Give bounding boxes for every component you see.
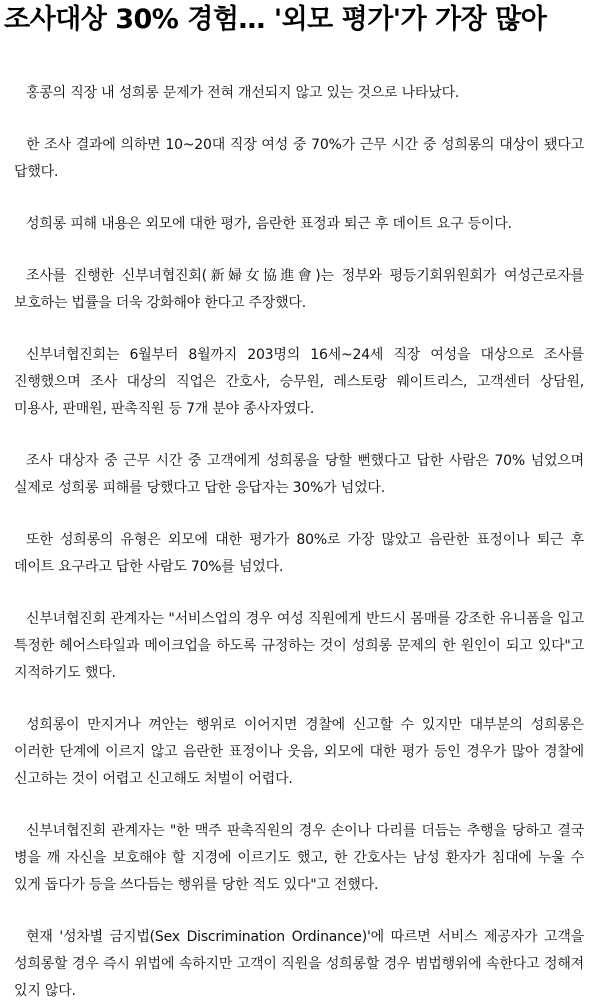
paragraph: 신부녀협진회 관계자는 "한 맥주 판촉직원의 경우 손이나 다리를 더듬는 추행을 당하고 결국 병을 깨 자신을 보호해야 할 지경에 이르기도 했고, 한 간호사는 남성 환자가 침대에 누울 수 있게 돕다가 등을 쓰다듬는 행위를 당한 적도 있다"고 전했다. [14, 823, 584, 893]
paragraph: 현재 '성차별 금지법(Sex Discrimination Ordinance)'에 따르면 서비스 제공자가 고객을 성희롱할 경우 즉시 위법에 속하지만 고객이 직원을 성희롱할 경우 범법행위에 속한다고 정해져 있지 않다. [14, 929, 584, 999]
paragraph: 한 조사 결과에 의하면 10~20대 직장 여성 중 70%가 근무 시간 중 성희롱의 대상이 됐다고 답했다. [14, 137, 584, 180]
paragraph: 또한 성희롱의 유형은 외모에 대한 평가가 80%로 가장 많았고 음란한 표정이나 퇴근 후 데이트 요구라고 답한 사람도 70%를 넘었다. [14, 532, 584, 575]
headline: 조사대상 30% 경험… '외모 평가'가 가장 많아 [4, 4, 547, 35]
paragraph: 신부녀협진회는 6월부터 8월까지 203명의 16세~24세 직장 여성을 대상으로 조사를 진행했으며 조사 대상의 직업은 간호사, 승무원, 레스토랑 웨이트리스, 고객센터 상담원, 미용사, 판매원, 판촉직원 등 7개 분야 종사자였다. [14, 347, 584, 417]
article-body [0, 44, 600, 1005]
paragraph: 성희롱이 만지거나 껴안는 행위로 이어지면 경찰에 신고할 수 있지만 대부분의 성희롱은 이러한 단계에 이르지 않고 음란한 표정이나 웃음, 외모에 대한 평가 등인 경우가 많아 경찰에 신고하는 것이 어렵고 신고해도 처벌이 어렵다. [14, 717, 584, 787]
paragraph: 조사를 진행한 신부녀협진회(新婦女協進會)는 정부와 평등기회위원회가 여성근로자를 보호하는 법률을 더욱 강화해야 한다고 주장했다. [14, 268, 584, 311]
paragraph: 홍콩의 직장 내 성희롱 문제가 전혀 개선되지 않고 있는 것으로 나타났다. [26, 85, 460, 101]
paragraph: 조사 대상자 중 근무 시간 중 고객에게 성희롱을 당할 뻔했다고 답한 사람은 70% 넘었으며 실제로 성희롱 피해를 당했다고 답한 응답자는 30%가 넘었다. [14, 453, 584, 496]
paragraph: 신부녀협진회 관계자는 "서비스업의 경우 여성 직원에게 반드시 몸매를 강조한 유니폼을 입고 특정한 헤어스타일과 메이크업을 하도록 규정하는 것이 성희롱 문제의 한 원인이 되고 있다"고 지적하기도 했다. [14, 611, 584, 681]
paragraph: 성희롱 피해 내용은 외모에 대한 평가, 음란한 표정과 퇴근 후 데이트 요구 등이다. [26, 216, 512, 232]
